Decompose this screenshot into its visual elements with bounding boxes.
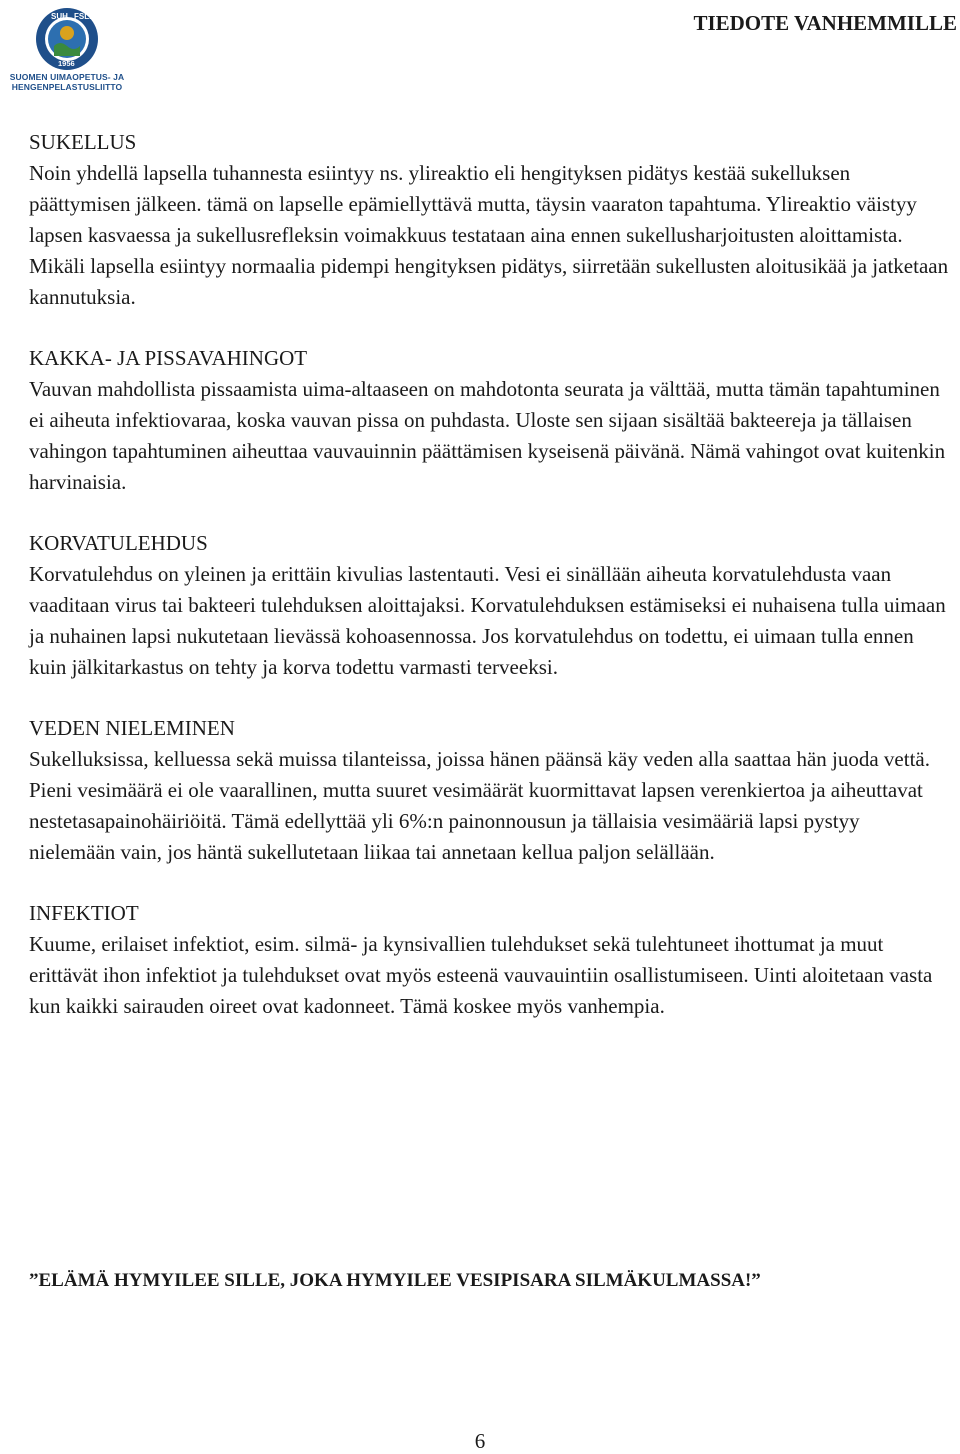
seal-top-text: SUH [51, 12, 68, 21]
seal-year-text: 1956 [58, 59, 75, 68]
logo-name-line1: SUOMEN UIMAOPETUS- JA [9, 72, 125, 82]
section-heading: KORVATULEHDUS [29, 531, 208, 555]
section-heading: SUKELLUS [29, 130, 137, 154]
section-kakka-ja-pissavahingot [29, 343, 949, 498]
seal-right-text: FSLI [74, 12, 92, 21]
section-sukellus [29, 127, 949, 313]
closing-slogan: ”ELÄMÄ HYMYILEE SILLE, JOKA HYMYILEE VESIPISARA SILMÄKULMASSA!” [29, 1270, 761, 1291]
section-veden-nieleminen [29, 713, 949, 868]
section-heading: INFEKTIOT [29, 901, 139, 925]
logo-name-line2: HENGENPELASTUSLIITTO [11, 82, 123, 92]
section-paragraph: Sukelluksissa, kelluessa sekä muissa tilanteissa, joissa hänen päänsä käy veden alla saattaa hän juoda vettä. Pieni vesimäärä ei ole vaarallinen, mutta suuret vesimäärät kuormittavat lapsen verenkiertoa ja aiheuttavat nestetasapainohäiriöitä. Tämä edellyttää yli 6%:n painonnousun ja tällaisia vesimääriä lapsi pystyy nielemään vain, jos häntä sukellutetaan liikaa tai annetaan kellua paljon selällään. [29, 747, 930, 864]
section-infektiot [29, 898, 949, 1022]
section-korvatulehdus [29, 528, 949, 683]
section-paragraph: Korvatulehdus on yleinen ja erittäin kivulias lastentauti. Vesi ei sinällään aiheuta korvatulehdusta vaan vaaditaan virus tai bakteeri tulehduksen aloittajaksi. Korvatulehduksen estämiseksi ei nuhaisena tulla uimaan ja nuhainen lapsi nukutetaan lievässä kohoasennossa. Jos korvatulehdus on todettu, ei uimaan tulla ennen kuin jälkitarkastus on tehty ja korva todettu varmasti terveeksi. [29, 562, 946, 679]
section-paragraph: Vauvan mahdollista pissaamista uima-altaaseen on mahdotonta seurata ja välttää, mutta tämän tapahtuminen ei aiheuta infektiovaraa, koska vauvan pissa on puhdasta. Uloste sen sijaan sisältää bakteereja ja tällaisen vahingon tapahtuminen aiheuttaa vauvauinnin päättämisen kyseisenä päivänä. Nämä vahingot ovat kuitenkin harvinaisia. [29, 377, 946, 494]
section-heading: VEDEN NIELEMINEN [29, 716, 235, 740]
logo-name [4, 72, 130, 92]
section-paragraph: Kuume, erilaiset infektiot, esim. silmä- ja kynsivallien tulehdukset sekä tulehtuneet ihottumat ja muut erittävät ihon infektiot ja tulehdukset ovat myös esteenä vauvauintiin osallistumiseen. Uinti aloitetaan vasta kun kaikki sairauden oireet ovat kadonneet. Tämä koskee myös vanhempia. [29, 932, 933, 1018]
seal-icon [4, 6, 130, 72]
document-title: TIEDOTE VANHEMMILLE [693, 11, 957, 35]
page-number: 6 [474, 1429, 486, 1453]
document-body [29, 127, 949, 1052]
organization-logo [4, 6, 130, 94]
section-heading: KAKKA- JA PISSAVAHINGOT [29, 346, 308, 370]
section-paragraph: Noin yhdellä lapsella tuhannesta esiintyy ns. ylireaktio eli hengityksen pidätys kestää sukelluksen päättymisen jälkeen. tämä on lapselle epämiellyttävä mutta, täysin vaaraton tapahtuma. Ylireaktio väistyy lapsen kasvaessa ja sukellusrefleksin voimakkuus testataan aina ennen sukellusharjoitusten aloittamista. Mikäli lapsella esiintyy normaalia pidempi hengityksen pidätys, siirretään sukellusten aloitusikää ja jatketaan kannutuksia. [29, 161, 949, 309]
